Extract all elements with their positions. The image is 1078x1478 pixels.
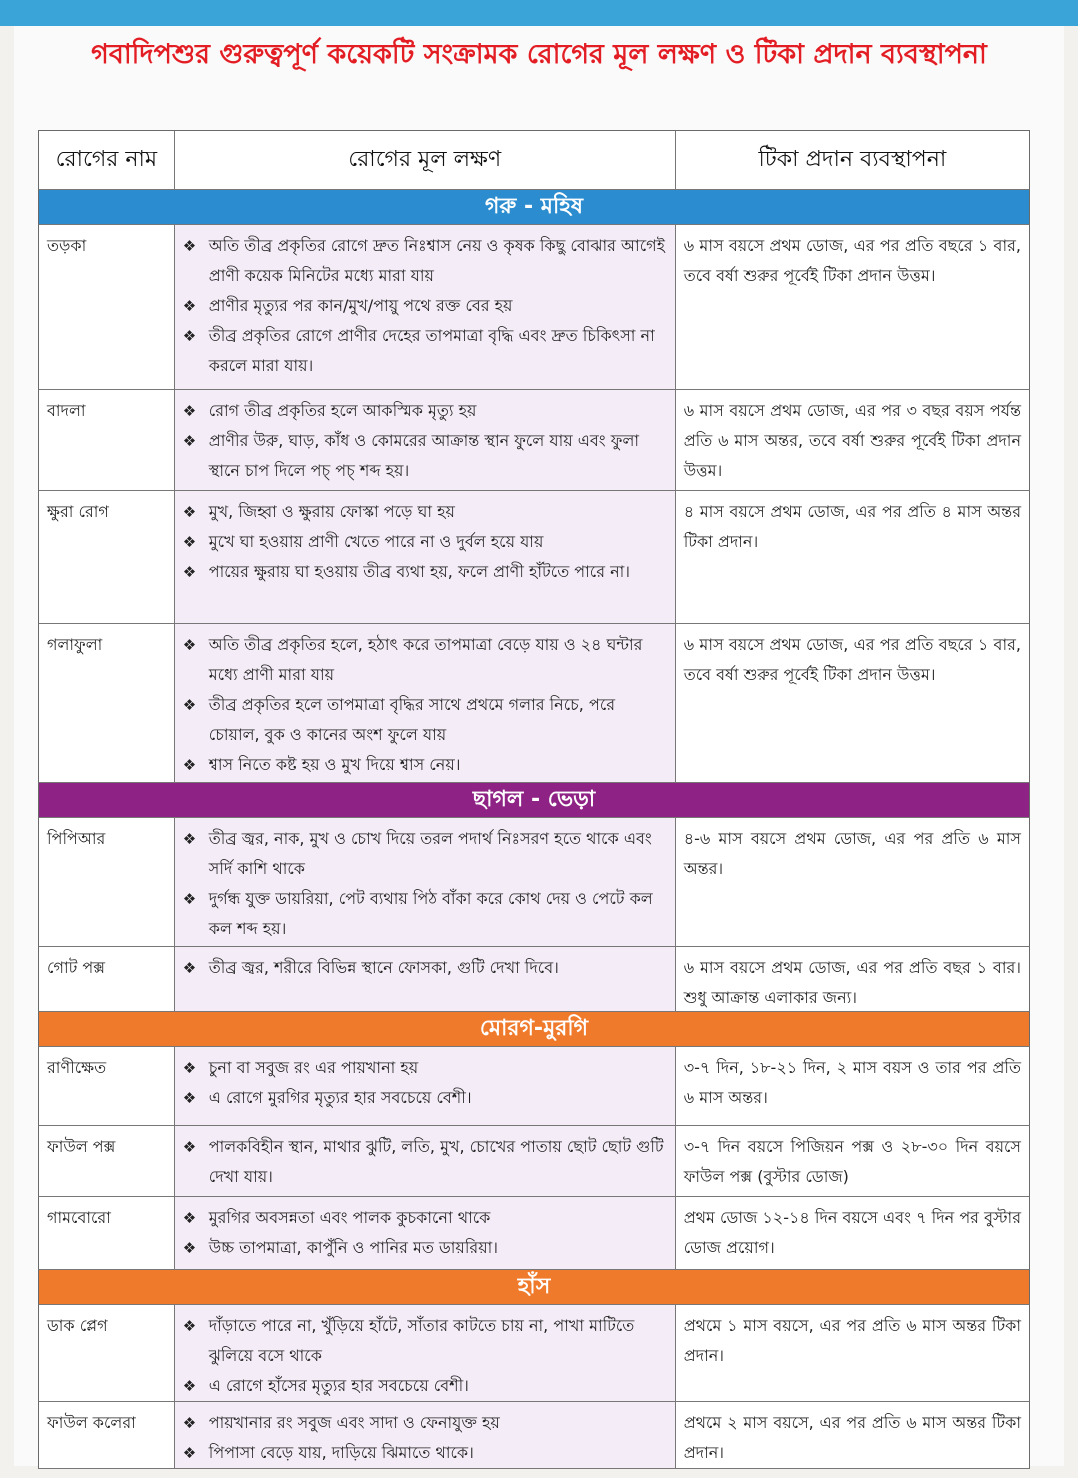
symptom-text: প্রাণীর মৃত্যুর পর কান/মুখ/পায়ু পথে রক্ত বের হয় — [208, 296, 513, 315]
vaccine-schedule: ৩-৭ দিন বয়সে পিজিয়ন পক্স ও ২৮-৩০ দিন বয়সে ফাউল পক্স (বুস্টার ডোজ) — [676, 1126, 1029, 1196]
table-row — [38, 1402, 1030, 1469]
bullet-diamond-icon: ❖ — [182, 696, 197, 714]
disease-vaccine-table — [38, 130, 1030, 1469]
symptom-text: মুরগির অবসন্নতা এবং পালক কুচকানো থাকে — [208, 1208, 491, 1227]
symptom-text: চুনা বা সবুজ রং এর পায়খানা হয় — [208, 1058, 419, 1077]
symptom-item — [183, 1438, 667, 1468]
symptom-text: তীব্র প্রকৃতির হলে তাপমাত্রা বৃদ্ধির সাথে প্রথমে গলার নিচে, পরে চোয়াল, বুক ও কানের অংশ ফুলে যায় — [208, 695, 616, 744]
symptom-text: পালকবিহীন স্থান, মাথার ঝুটি, লতি, মুখ, চোখের পাতায় ছোট ছোট গুটি দেখা যায়। — [208, 1137, 664, 1186]
symptom-item — [183, 953, 667, 983]
vaccine-schedule: ৬ মাস বয়সে প্রথম ডোজ, এর পর প্রতি বছরে ১ বার, তবে বর্ষা শুরুর পূর্বেই টিকা প্রদান উত্তম। — [676, 624, 1029, 782]
table-row — [38, 491, 1030, 624]
symptom-list — [175, 818, 676, 946]
header-symptoms: রোগের মূল লক্ষণ — [175, 131, 676, 189]
bullet-diamond-icon: ❖ — [182, 1138, 197, 1156]
symptom-item — [183, 824, 667, 884]
bullet-diamond-icon: ❖ — [182, 327, 197, 345]
symptom-item — [183, 750, 667, 780]
bullet-diamond-icon: ❖ — [182, 432, 197, 450]
symptom-list — [175, 491, 676, 623]
table-row — [38, 225, 1030, 390]
symptom-text: দাঁড়াতে পারে না, খুঁড়িয়ে হাঁটে, সাঁতার কাটতে চায় না, পাখা মাটিতে ঝুলিয়ে বসে থাকে — [208, 1316, 635, 1365]
vaccine-schedule: ৬ মাস বয়সে প্রথম ডোজ, এর পর ৩ বছর বয়স পর্যন্ত প্রতি ৬ মাস অন্তর, তবে বর্ষা শুরুর পূর্বেই টিকা প্রদান উত্তম। — [676, 390, 1029, 490]
symptom-text: এ রোগে হাঁসের মৃত্যুর হার সবচেয়ে বেশী। — [208, 1376, 469, 1395]
vaccine-schedule: প্রথমে ২ মাস বয়সে, এর পর প্রতি ৬ মাস অন্তর টিকা প্রদান। — [676, 1402, 1029, 1468]
symptom-list — [175, 225, 676, 389]
vaccine-schedule: ৪ মাস বয়সে প্রথম ডোজ, এর পর প্রতি ৪ মাস অন্তর টিকা প্রদান। — [676, 491, 1029, 623]
symptom-list — [175, 390, 676, 490]
symptom-list — [175, 1305, 676, 1401]
section-header: মোরগ-মুরগি — [38, 1012, 1030, 1047]
symptom-item — [183, 1132, 667, 1192]
section-header: গরু - মহিষ — [38, 190, 1030, 225]
symptom-list — [175, 1047, 676, 1125]
table-row — [38, 1047, 1030, 1126]
disease-name: ক্ষুরা রোগ — [39, 491, 175, 623]
symptom-item — [183, 690, 667, 750]
bullet-diamond-icon: ❖ — [182, 636, 197, 654]
disease-name: বাদলা — [39, 390, 175, 490]
bullet-diamond-icon: ❖ — [182, 237, 197, 255]
bullet-diamond-icon: ❖ — [182, 1317, 197, 1335]
symptom-text: অতি তীব্র প্রকৃতির রোগে দ্রুত নিঃশ্বাস নেয় ও কৃষক কিছু বোঝার আগেই প্রাণী কয়েক মিনিটের মধ্যে মারা যায় — [208, 236, 665, 285]
table-row — [38, 624, 1030, 783]
vaccine-schedule: ৬ মাস বয়সে প্রথম ডোজ, এর পর প্রতি বছরে ১ বার, তবে বর্ষা শুরুর পূর্বেই টিকা প্রদান উত্তম। — [676, 225, 1029, 389]
bullet-diamond-icon: ❖ — [182, 1239, 197, 1257]
symptom-item — [183, 1233, 667, 1263]
symptom-text: প্রাণীর উরু, ঘাড়, কাঁধ ও কোমরের আক্রান্ত স্থান ফুলে যায় এবং ফুলা স্থানে চাপ দিলে পচ্ পচ্ শব্দ হয়। — [208, 431, 640, 480]
bullet-diamond-icon: ❖ — [182, 1444, 197, 1462]
symptom-item — [183, 1311, 667, 1371]
symptom-text: শ্বাস নিতে কষ্ট হয় ও মুখ দিয়ে শ্বাস নেয়। — [208, 755, 461, 774]
bullet-diamond-icon: ❖ — [182, 1209, 197, 1227]
symptom-text: পিপাসা বেড়ে যায়, দাড়িয়ে ঝিমাতে থাকে। — [208, 1443, 474, 1462]
symptom-item — [183, 884, 667, 944]
vaccine-schedule: প্রথমে ১ মাস বয়সে, এর পর প্রতি ৬ মাস অন্তর টিকা প্রদান। — [676, 1305, 1029, 1401]
symptom-item — [183, 426, 667, 486]
disease-name: গোট পক্স — [39, 947, 175, 1011]
symptom-item — [183, 497, 667, 527]
symptom-item — [183, 527, 667, 557]
table-row — [38, 1197, 1030, 1270]
bullet-diamond-icon: ❖ — [182, 1089, 197, 1107]
poster-title: গবাদিপশুর গুরুত্বপূর্ণ কয়েকটি সংক্রামক রোগের মূল লক্ষণ ও টিকা প্রদান ব্যবস্থাপনা — [91, 39, 987, 70]
table-row — [38, 947, 1030, 1012]
table-row — [38, 1305, 1030, 1402]
disease-name: তড়কা — [39, 225, 175, 389]
bullet-diamond-icon: ❖ — [182, 503, 197, 521]
symptom-text: দুর্গন্ধ যুক্ত ডায়রিয়া, পেট ব্যথায় পিঠ বাঁকা করে কোথ দেয় ও পেটে কল কল শব্দ হয়। — [208, 889, 653, 938]
symptom-text: তীব্র প্রকৃতির রোগে প্রাণীর দেহের তাপমাত্রা বৃদ্ধি এবং দ্রুত চিকিৎসা না করলে মারা যায়। — [208, 326, 655, 375]
disease-name: গলাফুলা — [39, 624, 175, 782]
top-color-band — [0, 0, 1078, 26]
symptom-item — [183, 396, 667, 426]
symptom-list — [175, 1126, 676, 1196]
symptom-item — [183, 1408, 667, 1438]
table-row — [38, 818, 1030, 947]
vaccine-schedule: ৪-৬ মাস বয়সে প্রথম ডোজ, এর পর প্রতি ৬ মাস অন্তর। — [676, 818, 1029, 946]
disease-name: পিপিআর — [39, 818, 175, 946]
symptom-list — [175, 624, 676, 782]
symptom-text: পায়খানার রং সবুজ এবং সাদা ও ফেনাযুক্ত হয় — [208, 1413, 500, 1432]
header-vaccine: টিকা প্রদান ব্যবস্থাপনা — [758, 146, 947, 172]
symptom-text: তীব্র জ্বর, শরীরে বিভিন্ন স্থানে ফোসকা, গুটি দেখা দিবে। — [208, 958, 559, 977]
table-header-row — [38, 130, 1030, 190]
symptom-text: মুখে ঘা হওয়ায় প্রাণী খেতে পারে না ও দুর্বল হয়ে যায় — [208, 532, 544, 551]
disease-name: ফাউল কলেরা — [39, 1402, 175, 1468]
bullet-diamond-icon: ❖ — [182, 756, 197, 774]
symptom-text: রোগ তীব্র প্রকৃতির হলে আকস্মিক মৃত্যু হয় — [208, 401, 477, 420]
vaccine-schedule: ৬ মাস বয়সে প্রথম ডোজ, এর পর প্রতি বছর ১ বার। শুধু আক্রান্ত এলাকার জন্য। — [676, 947, 1029, 1011]
symptom-item — [183, 1053, 667, 1083]
symptom-list — [175, 947, 676, 1011]
symptom-item — [183, 630, 667, 690]
symptom-item — [183, 291, 667, 321]
symptom-item — [183, 321, 667, 381]
vaccine-schedule: ৩-৭ দিন, ১৮-২১ দিন, ২ মাস বয়স ও তার পর প্রতি ৬ মাস অন্তর। — [676, 1047, 1029, 1125]
bullet-diamond-icon: ❖ — [182, 1414, 197, 1432]
disease-name: রাণীক্ষেত — [39, 1047, 175, 1125]
disease-name: গামবোরো — [39, 1197, 175, 1269]
symptom-text: তীব্র জ্বর, নাক, মুখ ও চোখ দিয়ে তরল পদার্থ নিঃসরণ হতে থাকে এবং সর্দি কাশি থাকে — [208, 829, 652, 878]
symptom-item — [183, 1203, 667, 1233]
symptom-list — [175, 1197, 676, 1269]
disease-name: ফাউল পক্স — [39, 1126, 175, 1196]
symptom-item — [183, 1083, 667, 1113]
bullet-diamond-icon: ❖ — [182, 890, 197, 908]
section-header: ছাগল - ভেড়া — [38, 783, 1030, 818]
header-disease-name: রোগের নাম — [39, 131, 175, 189]
bullet-diamond-icon: ❖ — [182, 1377, 197, 1395]
disease-name: ডাক প্লেগ — [39, 1305, 175, 1401]
symptom-text: পায়ের ক্ষুরায় ঘা হওয়ায় তীব্র ব্যথা হয়, ফলে প্রাণী হাঁটতে পারে না। — [208, 562, 631, 581]
bullet-diamond-icon: ❖ — [182, 1059, 197, 1077]
symptom-text: উচ্চ তাপমাত্রা, কাপুঁনি ও পানির মত ডায়রিয়া। — [208, 1238, 499, 1257]
bullet-diamond-icon: ❖ — [182, 297, 197, 315]
symptom-item — [183, 231, 667, 291]
symptom-text: অতি তীব্র প্রকৃতির হলে, হঠাৎ করে তাপমাত্রা বেড়ে যায় ও ২৪ ঘন্টার মধ্যে প্রাণী মারা যায় — [208, 635, 643, 684]
bullet-diamond-icon: ❖ — [182, 402, 197, 420]
table-row — [38, 1126, 1030, 1197]
bullet-diamond-icon: ❖ — [182, 563, 197, 581]
symptom-list — [175, 1402, 676, 1468]
symptom-item — [183, 1371, 667, 1401]
bullet-diamond-icon: ❖ — [182, 830, 197, 848]
table-row — [38, 390, 1030, 491]
bullet-diamond-icon: ❖ — [182, 533, 197, 551]
symptom-text: এ রোগে মুরগির মৃত্যুর হার সবচেয়ে বেশী। — [208, 1088, 472, 1107]
vaccine-schedule: প্রথম ডোজ ১২-১৪ দিন বয়সে এবং ৭ দিন পর বুস্টার ডোজ প্রয়োগ। — [676, 1197, 1029, 1269]
symptom-item — [183, 557, 667, 587]
section-header: হাঁস — [38, 1270, 1030, 1305]
symptom-text: মুখ, জিহ্বা ও ক্ষুরায় ফোস্কা পড়ে ঘা হয় — [208, 502, 455, 521]
bullet-diamond-icon: ❖ — [182, 959, 197, 977]
